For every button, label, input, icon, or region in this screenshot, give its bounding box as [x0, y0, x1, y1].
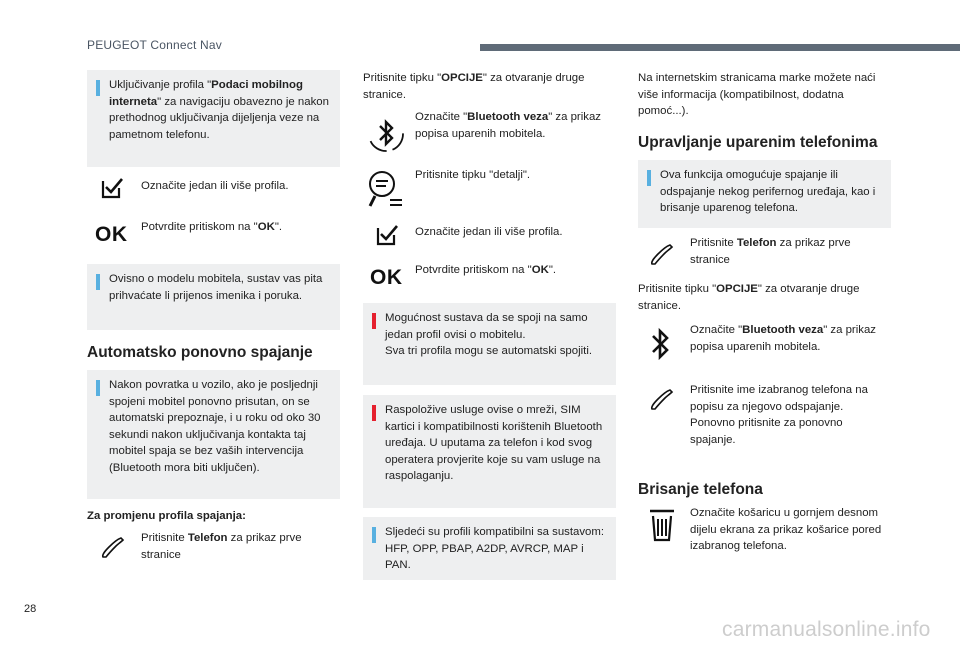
bluetooth-connection-icon	[366, 110, 404, 154]
warning-box-services	[363, 395, 616, 508]
checkbox-icon	[376, 224, 400, 246]
phone-handset-icon	[648, 241, 674, 267]
info-box-manage	[638, 160, 891, 228]
intro-website: Na internetskim stranicama marke možete naći više informacija (kompatibilnost, dodatna pomoć...).	[638, 72, 876, 118]
trash-icon	[648, 508, 676, 542]
info-text: Sljedeći su profili kompatibilni sa sustavom: HFP, OPP, PBAP, A2DP, AVRCP, MAP i PAN.	[385, 526, 605, 572]
info-marker	[96, 274, 100, 290]
checkbox-icon	[101, 177, 125, 199]
step-delete: Označite košaricu u gornjem desnom dijelu ekrana za prikaz košarice pored izabranog telefona.	[690, 507, 882, 553]
warning-marker	[372, 405, 376, 421]
running-header: PEUGEOT Connect Nav	[87, 38, 222, 52]
info-marker	[647, 170, 651, 186]
info-box-profiles	[363, 517, 616, 580]
warning-marker	[372, 313, 376, 329]
watermark: carmanualsonline.info	[722, 618, 931, 641]
subheading-change-profile: Za promjenu profila spajanja:	[87, 510, 246, 522]
info-text: Ova funkcija omogućuje spajanje ili odspajanje nekog perifernog uređaja, kao i brisanje uparenog telefona.	[660, 169, 876, 215]
info-text: Uključivanje profila "Podaci mobilnog interneta" za navigaciju obavezno je nakon prethodnog uključivanja dijeljenja veze na pametnom telefonu.	[109, 79, 329, 141]
info-marker	[96, 380, 100, 396]
section-heading-manage-phones: Upravljanje uparenim telefonima	[638, 134, 878, 151]
page-number: 28	[24, 603, 37, 615]
step-press-telefon: Pritisnite Telefon za prikaz prve stranice	[690, 237, 851, 266]
bluetooth-icon	[649, 326, 673, 362]
step-select-bluetooth: Označite "Bluetooth veza" za prikaz popisa uparenih mobitela.	[690, 324, 876, 353]
info-box-phonebook	[87, 264, 340, 330]
step-details: Pritisnite tipku "detalji".	[415, 169, 531, 181]
warning-box-profile	[363, 303, 616, 385]
section-heading-auto-reconnect: Automatsko ponovno spajanje	[87, 344, 313, 361]
step-select-bluetooth: Označite "Bluetooth veza" za prikaz popisa uparenih mobitela.	[415, 111, 601, 140]
info-text: Ovisno o modelu mobitela, sustav vas pita prihvaćate li prijenos imenika i poruka.	[109, 273, 323, 302]
step-confirm-ok: Potvrdite pritiskom na "OK".	[415, 264, 557, 276]
info-marker	[372, 527, 376, 543]
ok-icon: OK	[95, 223, 128, 246]
step-confirm-ok: Potvrdite pritiskom na "OK".	[141, 221, 283, 233]
info-marker	[96, 80, 100, 96]
step-select-profiles: Označite jedan ili više profila.	[415, 226, 563, 238]
step-disconnect: Pritisnite ime izabranog telefona na popisu za njegovo odspajanje. Ponovno pritisnite za ponovno spajanje.	[690, 384, 868, 446]
header-bar	[480, 44, 960, 51]
step-press-telefon: Pritisnite Telefon za prikaz prve stranice	[141, 532, 302, 561]
info-box-auto-reconnect	[87, 370, 340, 499]
ok-icon: OK	[370, 266, 403, 289]
info-text: Nakon povratka u vozilo, ako je posljednji spojeni mobitel ponovno prisutan, on se automatski prepoznaje, i u roku od oko 30 sekundi nakon uključivanja kontakta taj mobitel spaja se bez vaših intervencija (Bluetooth mora biti uključen).	[109, 379, 321, 474]
intro-options: Pritisnite tipku "OPCIJE" za otvaranje druge stranice.	[363, 72, 585, 101]
step-select-profiles: Označite jedan ili više profila.	[141, 180, 289, 192]
phone-handset-icon	[99, 534, 125, 560]
section-heading-delete-phone: Brisanje telefona	[638, 481, 763, 498]
phone-handset-icon	[648, 386, 674, 412]
para-options: Pritisnite tipku "OPCIJE" za otvaranje druge stranice.	[638, 283, 860, 312]
info-box-mobile-data	[87, 70, 340, 167]
warning-text: Raspoložive usluge ovise o mreži, SIM kartici i kompatibilnosti korištenih Bluetooth uređaja. U uputama za telefon i kod svog operatera provjerite koje su vam usluge na raspolaganju.	[385, 404, 603, 483]
warning-text: Mogućnost sustava da se spoji na samo jedan profil ovisi o mobitelu. Sva tri profila mogu se automatski spojiti.	[385, 312, 593, 358]
search-details-icon	[366, 166, 404, 210]
